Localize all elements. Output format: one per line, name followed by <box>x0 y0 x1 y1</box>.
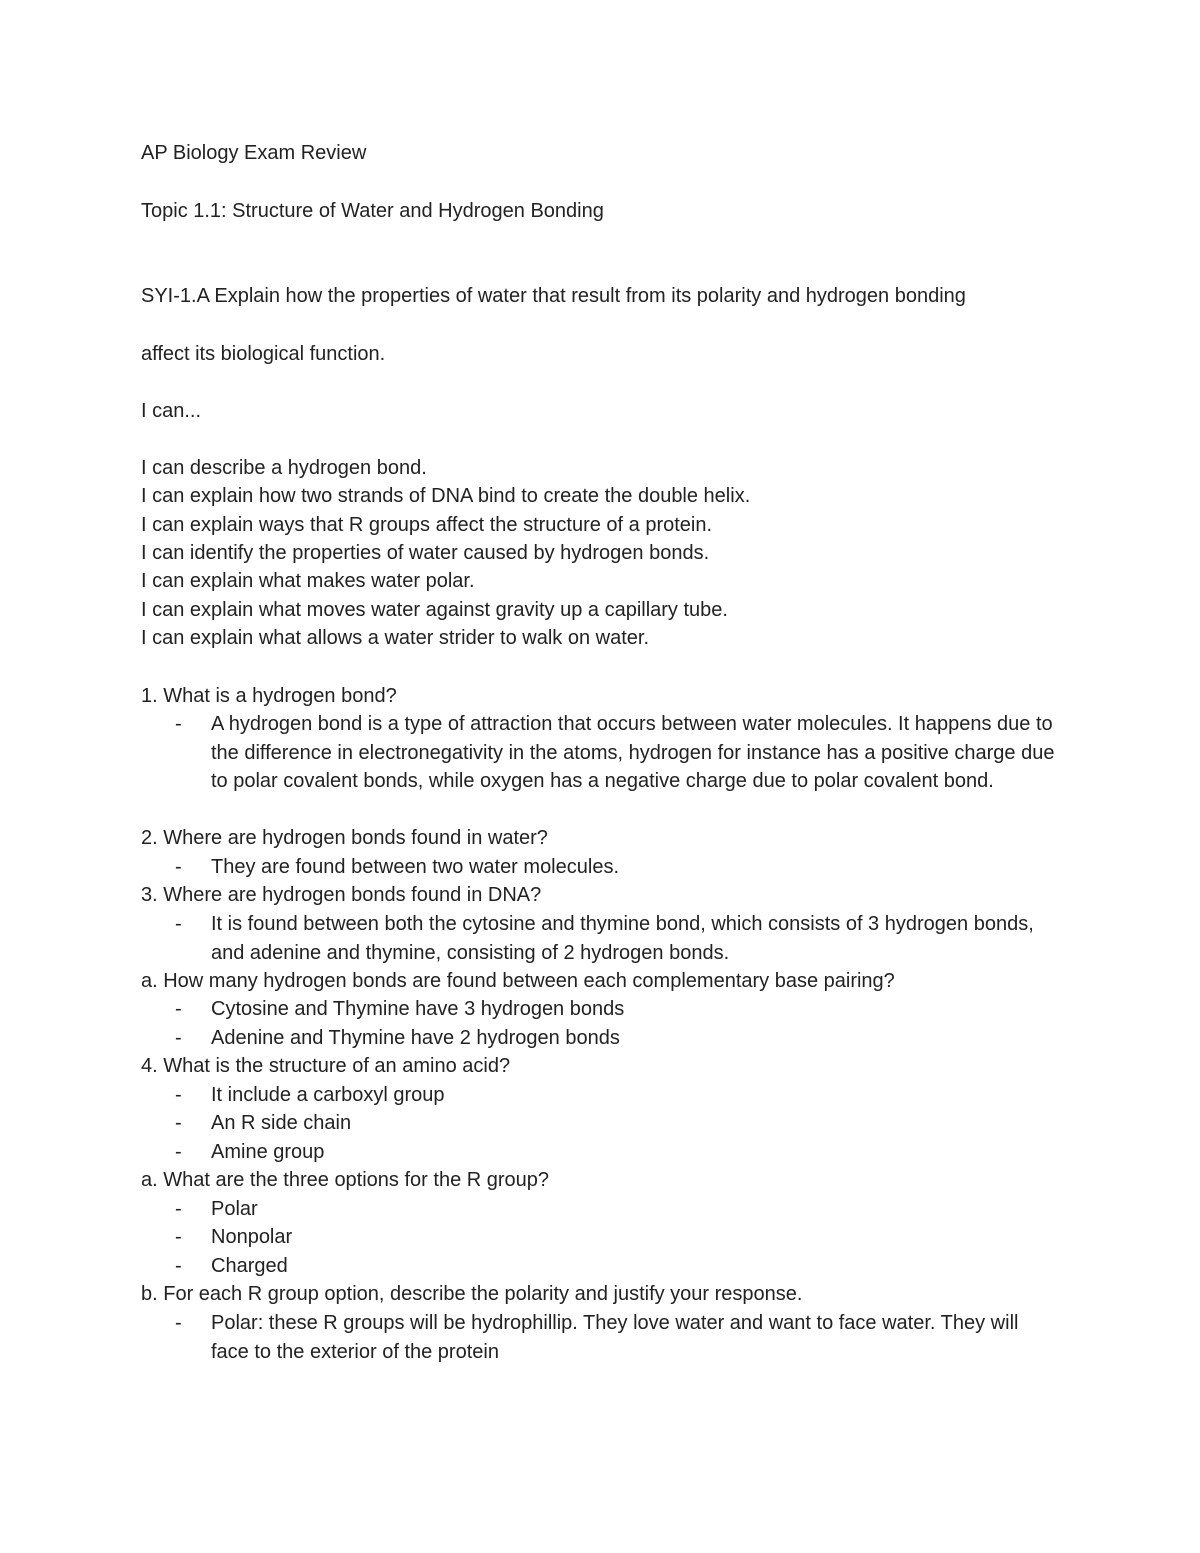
bullet-dash: - <box>175 1198 182 1220</box>
answer-item <box>175 995 1055 1024</box>
answer-item <box>175 1195 1055 1224</box>
question: 2. Where are hydrogen bonds found in water? <box>141 827 548 849</box>
answer-item <box>175 853 1055 882</box>
answer-text: An R side chain <box>211 1112 352 1134</box>
answer-item <box>175 1024 1055 1053</box>
question: b. For each R group option, describe the polarity and justify your response. <box>141 1283 803 1305</box>
bullet-dash: - <box>175 1141 182 1163</box>
answer-item <box>175 1309 1055 1366</box>
answer-text: They are found between two water molecules. <box>211 856 619 878</box>
ican-header: I can... <box>141 400 202 422</box>
bullet-dash: - <box>175 856 182 878</box>
answer-item <box>175 1109 1055 1138</box>
bullet-dash: - <box>175 1027 182 1049</box>
objective-line-1: SYI-1.A Explain how the properties of water that result from its polarity and hydrogen bonding <box>141 285 966 307</box>
bullet-dash: - <box>175 713 182 735</box>
answer-text: Polar <box>211 1198 258 1220</box>
ican-item: I can explain how two strands of DNA bind to create the double helix. <box>141 485 751 507</box>
bullet-dash: - <box>175 1084 182 1106</box>
answer-item <box>175 910 1055 967</box>
ican-item: I can describe a hydrogen bond. <box>141 457 427 479</box>
bullet-dash: - <box>175 1255 182 1277</box>
answer-text: Adenine and Thymine have 2 hydrogen bonds <box>211 1027 620 1049</box>
question: a. How many hydrogen bonds are found between each complementary base pairing? <box>141 970 895 992</box>
answer-item <box>175 1252 1055 1281</box>
document-title: AP Biology Exam Review <box>141 142 367 164</box>
answer-text: It include a carboxyl group <box>211 1084 445 1106</box>
question: a. What are the three options for the R group? <box>141 1169 550 1191</box>
answer-item <box>175 1223 1055 1252</box>
answer-item <box>175 1138 1055 1167</box>
question: 1. What is a hydrogen bond? <box>141 685 397 707</box>
answer-text: A hydrogen bond is a type of attraction that occurs between water molecules. It happens due to the difference in electronegativity in the atoms, hydrogen for instance has a positive charge due to polar covalent bonds, while oxygen has a negative charge due to polar covalent bond. <box>211 713 1055 792</box>
answer-text: Cytosine and Thymine have 3 hydrogen bonds <box>211 998 625 1020</box>
question: 3. Where are hydrogen bonds found in DNA? <box>141 884 542 906</box>
ican-item: I can explain ways that R groups affect the structure of a protein. <box>141 514 713 536</box>
bullet-dash: - <box>175 1112 182 1134</box>
answer-text: Polar: these R groups will be hydrophillip. They love water and want to face water. They will face to the exterior of the protein <box>211 1312 1019 1363</box>
ican-item: I can explain what allows a water strider to walk on water. <box>141 627 650 649</box>
ican-item: I can explain what moves water against gravity up a capillary tube. <box>141 599 728 621</box>
answer-text: Amine group <box>211 1141 325 1163</box>
answer-text: It is found between both the cytosine and thymine bond, which consists of 3 hydrogen bonds, and adenine and thymine, consisting of 2 hydrogen bonds. <box>211 913 1034 964</box>
answer-item <box>175 1081 1055 1110</box>
answer-item <box>175 710 1055 796</box>
bullet-dash: - <box>175 1226 182 1248</box>
objective-line-2: affect its biological function. <box>141 343 386 365</box>
question: 4. What is the structure of an amino acid? <box>141 1055 511 1077</box>
answer-text: Charged <box>211 1255 288 1277</box>
ican-item: I can explain what makes water polar. <box>141 570 475 592</box>
bullet-dash: - <box>175 913 182 935</box>
topic-heading: Topic 1.1: Structure of Water and Hydrogen Bonding <box>141 200 604 222</box>
bullet-dash: - <box>175 998 182 1020</box>
answer-text: Nonpolar <box>211 1226 293 1248</box>
ican-item: I can identify the properties of water caused by hydrogen bonds. <box>141 542 710 564</box>
bullet-dash: - <box>175 1312 182 1334</box>
